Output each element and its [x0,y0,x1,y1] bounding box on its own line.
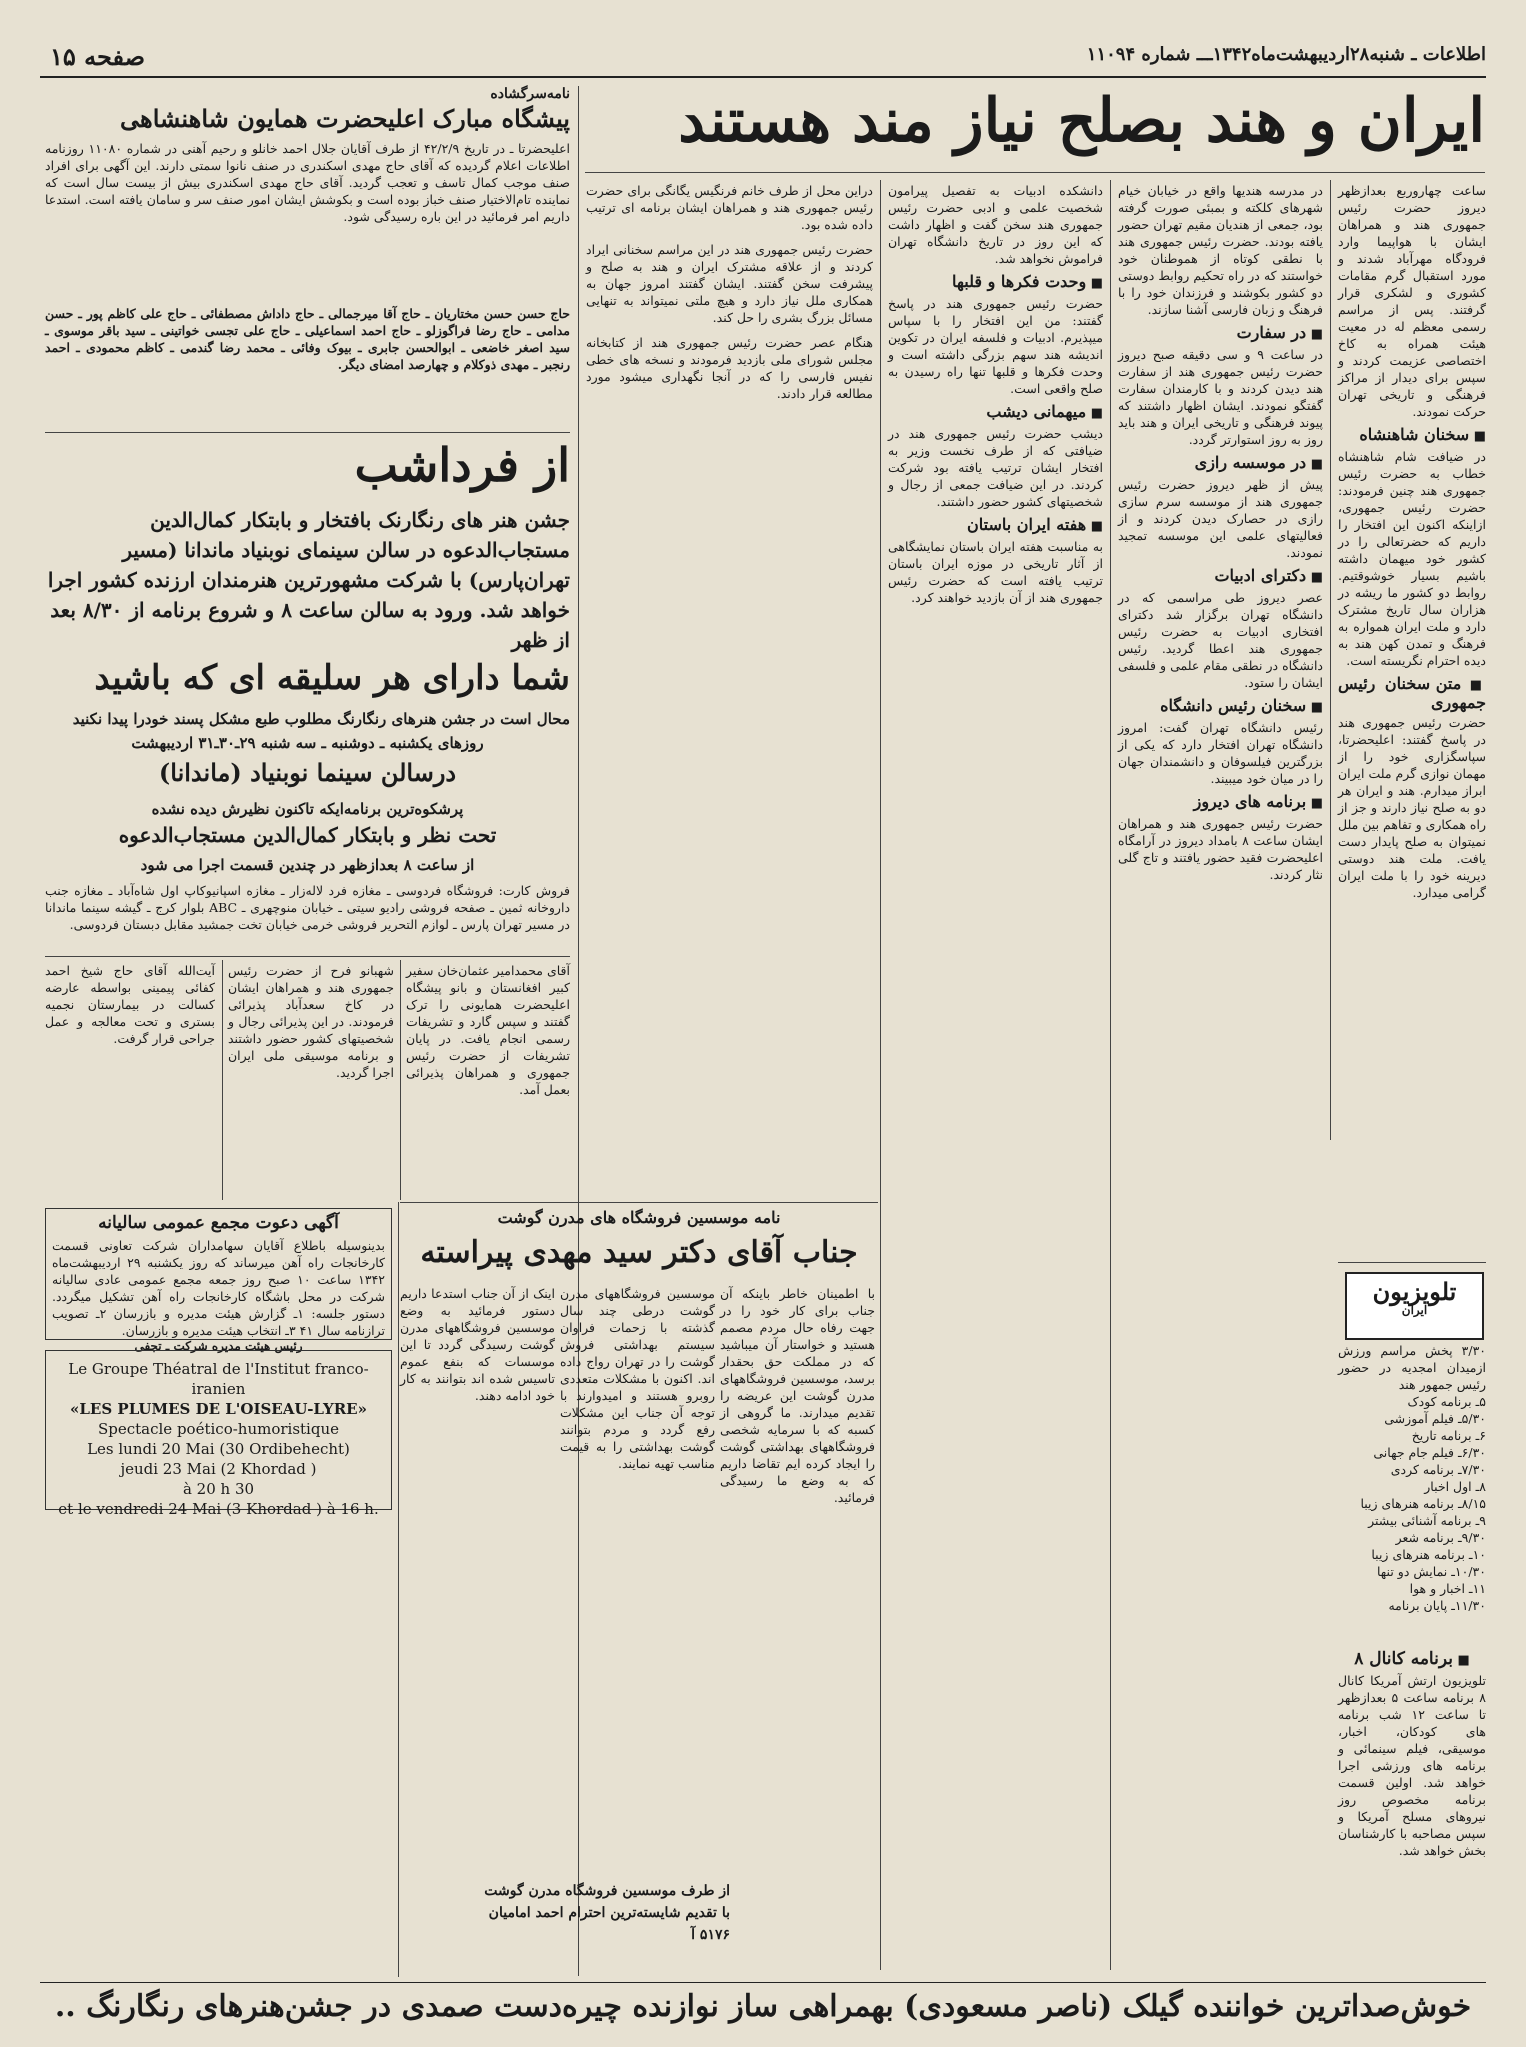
letter-headline: جناب آقای دکتر سید مهدی پیراسته [420,1235,858,1270]
story-paragraph: در مدرسه هندیها واقع در خیابان خیام شهرهای کلکته و بمبئی صورت گرفته بود، جمعی از هندیان مقیم تهران حضور یافته بودند. حضرت رئیس جمهوری هند با نطقی کوتاه از هموطنان خود خواستند که در راه تحکیم روابط دوستی دو کشور بکوشند و فرزندان خود را با فرهنگ و زبان فارسی آشنا سازند. [1118,183,1323,317]
petition-kicker: نامه‌سرگشاده [490,86,570,102]
main-story-column-3 [888,182,1103,1972]
news-brief-c: آیت‌الله آقای حاج شیخ احمد کفائی پیمینی بواسطه عارضه کسالت در بیمارستان نجمیه بستری و تحت معالجه و عمل جراحی قرار گرفت. [45,963,215,1046]
festival-dates: روزهای یکشنبه ـ دوشنبه ـ سه شنبه ۲۹ـ۳۰ـ۳۱ اردیبهشت [131,734,484,752]
column-rule [1330,180,1331,1140]
letter-column-a: با اطمینان خاطر باینکه آن جناب برای کار خود را در جهت رفاه حال مردم مصمم هستید و خواستار آن میباشید که در مملکت حق بحقدار برسد، موسسین فروشگاههای مدرن گوشت این عریضه را تقدیم میدارند. ما گروهی از کسبه که با سرمایه شخصی فروشگاههای بهداشتی گوشت را ایجاد کرده ایم تقاضا داریم که به وضع ما رسیدگی فرمائید. [720,1286,875,1505]
tv-schedule-item: ۷/۳۰ـ برنامه کردی [1390,1462,1486,1477]
festival-title: از فرداشب [354,438,570,492]
festival-main-text: جشن هنر های رنگارنک بافتخار و بابتکار کمال‌الدین مستجاب‌الدعوه در سالن سینمای نوبنیاد ماندانا (مسیر تهران‌پارس) با شرکت مشهورترین هنرمندان ارزنده کشور اجرا خواهد شد. ورود به سالن ساعت ۸ و شروع برنامه از ۸/۳۰ بعد از ظهر [47,508,570,652]
tv-schedule [1338,1342,1486,1642]
story-paragraph: عصر دیروز طی مراسمی که در دانشگاه تهران برگزار شد دکترای افتخاری ادبیات به حضرت رئیس جمهوری هند اعطا گردید. رئیس دانشگاه در نطقی مقام علمی و فلسفی ایشان را ستود. [1118,590,1323,690]
tv-box-rule [1338,1262,1486,1263]
story-paragraph: حضرت رئیس جمهوری هند و همراهان ایشان ساعت ۸ بامداد دیروز در آرامگاه اعلیحضرت فقید حضور یافتند و تاج گلی نثار کردند. [1118,816,1323,882]
story-paragraph: رئیس دانشگاه تهران گفت: امروز دانشگاه تهران افتخار دارد که یکی از بزرگترین فیلسوفان و دانشمندان جهان را در میان خود میبیند. [1118,720,1323,786]
tv-schedule-item: ۱۰ـ برنامه هنرهای زیبا [1371,1547,1486,1562]
subheading: ■ هفته ایران باستان [888,516,1103,535]
assembly-title: آگهی دعوت مجمع عمومی سالیانه [98,1213,339,1233]
main-headline: ایران و هند بصلح نیاز مند هستند [678,86,1485,156]
assembly-text: بدینوسیله باطلاع آقایان سهامداران شرکت تعاونی قسمت کارخانجات راه آهن میرساند که روز یکشنبه ۲۹ اردیبهشت‌ماه ۱۳۴۲ ساعت ۱۰ صبح روز جمعه مجمع عمومی عادی سالیانه شرکت در محل باشگاه کارخانجات راه آهن تشکیل میگردد. دستور جلسه: ۱ـ گزارش هیئت مدیره و بازرسان ۲ـ تصویب ترازنامه سال ۴۱ ۳ـ انتخاب هیئت مدیره و بازرسان. [52,1238,386,1338]
channel-8-box [1338,1645,1486,1965]
story-paragraph: پیش از ظهر دیروز حضرت رئیس جمهوری هند از موسسه سرم سازی رازی در حصارک دیدن کردند و از فعالیتهای علمی این موسسه تمجید نمودند. [1118,477,1323,560]
festival-tickets: فروش کارت: فروشگاه فردوسی ـ مغازه فرد لاله‌زار ـ مغازه اسپانیوکاپ اول شاه‌آباد ـ مغازه جنب داروخانه ثمین ـ صفحه فروشی رادیو سیتی ـ خیابان منوچهری ـ ABC بلوار کرج ـ گیشه سینما ماندانا در مسیر تهران پارس ـ لوازم التحریر فروشی خرمی خیابان تخت جمشید مقابل دبستان فردوسی. [45,883,571,932]
theatre-genre: Spectacle poético-humoristique [97,1420,339,1438]
tv-schedule-list [1338,1342,1486,1614]
headline-rule [585,172,1485,173]
story-paragraph: در ساعت ۹ و سی دقیقه صبح دیروز حضرت رئیس جمهوری هند از سفارت هند دیدن کردند و با کارمندان سفارت گفتگو نمودند. ایشان اظهار داشتند که پیوند فرهنگی و تاریخی ایران و هند باید روز به روز استوارتر گردد. [1118,347,1323,447]
theatre-date-3: et le vendredi 24 Mai (3 Khordad ) à 16 h. [58,1500,379,1518]
letter-ref: ۵۱۷۶ آ [691,1927,730,1943]
theatre-date-2: jeudi 23 Mai (2 Khordad ) [120,1460,317,1478]
tv-logo-text: تلویزیون [1372,1277,1457,1306]
tv-logo-subtext: ایران [1401,1303,1428,1317]
channel-8-text: تلویزیون ارتش آمریکا کانال ۸ برنامه ساعت ۵ بعدازظهر تا ساعت ۱۲ شب برنامه های کودکان، اخبار، موسیقی، فیلم سینمائی و برنامه های ورزشی اجرا خواهد شد. اولین قسمت برنامه مخصوص روز نیروهای مسلح آمریکا و سپس مصاحبه با کارشناسان بخش خواهد شد. [1338,1673,1486,1858]
story-paragraph: به مناسبت هفته ایران باستان نمایشگاهی از آثار تاریخی در موزه ایران باستان ترتیب یافته است که حضرت رئیس جمهوری هند از آن بازدید خواهند کرد. [888,539,1103,605]
tv-schedule-item: ۸ـ اول اخبار [1424,1479,1486,1494]
letter-column-b: موسسین فروشگاههای مدرن گوشت درطی چند سال گذشته با زحمات فراوان سیستم بهداشتی فروش گوشت را در تهران رواج داده اند. اکنون با مشکلات متعددی روبرو هستند و امیدوارند با توجه آن جناب این مشکلات رفع گردد و مردم بتوانند گوشت بهداشتی را به قیمت مناسب تهیه نمایند. [560,1286,715,1471]
petition-rule [45,432,570,433]
subheading: ■ برنامه های دیروز [1118,793,1323,812]
subheading: ■ سخنان رئیس دانشگاه [1118,697,1323,716]
main-story-column-2 [1118,182,1323,1972]
festival-venue: درسالن سینما نوبنیاد (ماندانا) [158,758,457,787]
festival-line6: پرشکوه‌ترین برنامه‌ایکه تاکنون نظیرش دیده نشده [151,800,464,818]
story-paragraph: دیشب حضرت رئیس جمهوری هند در ضیافتی که از طرف نخست وزیر به افتخار ایشان ترتیب یافته بود شرکت کردند. در این ضیافت جمعی از رجال و شخصیتهای کشور حضور داشتند. [888,426,1103,509]
tv-schedule-item: ۶ـ برنامه تاریخ [1411,1428,1486,1443]
tv-schedule-item: ۱۱/۳۰ـ پایان برنامه [1388,1598,1486,1613]
tv-schedule-item: ۳/۳۰ پخش مراسم ورزش ازمیدان امجدیه در حضور رئیس جمهور هند [1338,1343,1486,1392]
tv-schedule-item: ۹/۳۰ـ برنامه شعر [1395,1530,1486,1545]
festival-rule [45,956,570,957]
column-rule [880,180,881,1970]
story-paragraph: دراین محل از طرف خانم فرنگیس یگانگی برای حضرت رئیس جمهوری هند و همراهان ایشان برنامه ای ترتیب داده شده بود. [586,183,873,232]
theatre-group: Le Groupe Théatral de l'Institut franco-iranien [68,1360,369,1398]
page-number: صفحه ۱۵ [50,42,146,71]
story-paragraph: حضرت رئیس جمهوری هند در این مراسم سخنانی ایراد کردند و از علاقه مشترک ایران و هند به صلح و پیشرفت سخن گفتند. ایشان گفتند امروز جهان به همکاری ملل نیاز دارد و هیچ ملتی نمیتواند به تنهایی مسائل بزرگ بشری را حل کند. [586,242,873,325]
tv-schedule-item: ۹ـ برنامه آشنائی بیشتر [1368,1513,1486,1528]
footer-banner: خوش‌صداترین خواننده گیلک (ناصر مسعودی) بهمراهی ساز نوازنده چیره‌دست صمدی در جشن‌هنرهای رنگارنگ .. [40,1982,1486,2033]
theatre-date-1: Les lundi 20 Mai (30 Ordibehecht) [87,1440,350,1458]
tv-schedule-item: ۸/۱۵ـ برنامه هنرهای زیبا [1360,1496,1486,1511]
story-paragraph: حضرت رئیس جمهوری هند در پاسخ گفتند: اعلیحضرتا، سپاسگزاری خود را از مهمان نوازی گرم ملت ایران ابراز میدارم. هند و ایران هر دو به صلح نیاز دارند و جز از راه همکاری و تفاهم بین ملل نمیتوان به صلح پایدار دست یافت. ملت هند دوستی دیرینه خود را با ملت ایران گرامی میدارد. [1338,715,1486,900]
main-story-column-1 [1338,182,1486,1262]
subheading: ■ دکترای ادبیات [1118,567,1323,586]
tv-schedule-item: ۶/۳۰ـ فیلم جام جهانی [1373,1445,1486,1460]
subheading: ■ میهمانی دیشب [888,403,1103,422]
story-paragraph: در ضیافت شام شاهنشاه خطاب به حضرت رئیس جمهوری هند چنین فرمودند: حضرت رئیس جمهوری، ازاینکه اکنون این افتخار را داریم که حضرتعالی را در کشور خود میهمان داشته باشیم بسیار خوشوقتیم. روابط دو کشور ما ریشه در هزاران سال تاریخ مشترک دارد و ملت ایران همواره به فرهنگ و تمدن کهن هند به دیده احترام نگریسته است. [1338,449,1486,668]
subheading: ■ وحدت فکرها و قلبها [888,273,1103,292]
theatre-play-title: «LES PLUMES DE L'OISEAU-LYRE» [70,1400,367,1418]
tv-logo [1345,1272,1484,1340]
news-brief-a: آقای محمدامیر عثمان‌خان سفیر کبیر افغانستان و بانو پیشگاه اعلیحضرت همایونی را ترک گفتند و سپس گارد و تشریفات رسمی انجام یافت. در پایان تشریفات از حضرت رئیس جمهوری و همراهان پذیرائی بعمل آمد. [406,963,570,1097]
column-rule [222,960,223,1200]
tv-schedule-item: ۱۰/۳۰ـ نمایش دو تنها [1376,1564,1486,1579]
petition-signers: حاج حسن حسن مختاریان ـ حاج آقا میرجمالی ـ حاج داداش مصطفائی ـ حاج علی کاظم پور ـ حسن مدامی ـ حاج رضا فراگوزلو ـ حاج احمد اسماعیلی ـ حاج علی تجسی خواتینی ـ سید باقر موسوی ـ سید اصغر خاضعی ـ ابوالحسن جابری ـ بیوک وفائی ـ محمد رضا گندمی ـ کاظم محمودی ـ احمد رنجبر ـ مهدی ذوکلام و چهارصد امضای دیگر. [45,306,570,372]
story-paragraph: دانشکده ادبیات به تفصیل پیرامون شخصیت علمی و ادبی حضرت رئیس جمهوری هند سخن گفت و اظهار داشت که این روز در تاریخ دانشگاه تهران فراموش نخواهد شد. [888,183,1103,266]
tv-schedule-item: ۵/۳۰ـ فیلم آموزشی [1384,1411,1486,1426]
festival-slogan: شما دارای هر سلیقه ای که باشید [94,658,570,698]
subheading: ■ سخنان شاهنشاه [1338,426,1486,445]
petition-text: اعلیحضرتا ـ در تاریخ ۴۲/۲/۹ از طرف آقایان جلال احمد خانلو و رحیم آهنی در شماره ۱۱۰۸۰ روزنامه اطلاعات اعلام گردیده که آقای حاج مهدی اسکندری در صنف نانوا سمتی دارند. این آگهی برای افراد صنف موجب کمال تاسف و تعجب گردید. آقای حاج مهدی اسکندری بیش از بیست سال است که نماینده تام‌الاختیار صنف خباز بوده است و بکوشش ایشان امور صنف سر و سامان یافته است. استدعا داریم امر فرمائید در این باره رسیدگی شود. [45,141,570,224]
story-paragraph: ساعت چهاروربع بعدازظهر دیروز حضرت رئیس جمهوری هند و همراهان ایشان با هواپیما وارد فرودگاه مهرآباد شدند و مورد استقبال گرم مقامات کشوری و لشکری قرار گرفتند. پس از مراسم رسمی معظم له در معیت هیئت همراه به کاخ اختصاصی عزیمت کردند و سپس برای دیدار از مراکز فرهنگی و تاریخی تهران حرکت نمودند. [1338,183,1486,419]
subheading: ■ متن سخنان رئیس جمهوری [1338,675,1486,711]
subheading: ■ در موسسه رازی [1118,454,1323,473]
subheading: ■ در سفارت [1118,324,1323,343]
theatre-time: à 20 h 30 [182,1480,255,1498]
french-theatre-ad [45,1350,392,1518]
main-story-column-4 [586,182,873,1052]
column-rule [400,960,401,1200]
letter-rule [400,1202,878,1203]
assembly-sign: رئیس هیئت مدیره شرکت ـ تجفی [134,1339,303,1353]
letter-sign-prefix: از طرف موسسین فروشگاه مدرن گوشت [484,1883,730,1899]
assembly-ad [45,1208,392,1353]
festival-line7: تحت نظر و بابتکار کمال‌الدین مستجاب‌الدعوه [118,823,497,847]
story-paragraph: هنگام عصر حضرت رئیس جمهوری هند از کتابخانه مجلس شورای ملی بازدید فرمودند و نسخه های خطی نفیس فارسی را که در آنجا نگهداری میشود مورد مطالعه قرار دادند. [586,335,873,401]
letter-column-c: اینک از آن جناب استدعا داریم دستور فرمائید به وضع موسسین فروشگاههای مدرن گوشت رسیدگی گردد تا این موسسات که بنفع عموم تاسیس شده اند بتوانند به کار خود ادامه دهند. [400,1286,555,1403]
letter-kicker: نامه موسسین فروشگاه های مدرن گوشت [497,1208,781,1227]
tv-schedule-item: ۵ـ برنامه کودک [1407,1394,1486,1409]
masthead [40,36,1486,78]
column-rule [1110,180,1111,1970]
channel-8-title: ■ برنامه کانال ۸ [1338,1651,1486,1669]
festival-line8: از ساعت ۸ بعدازظهر در چندین قسمت اجرا می شود [140,856,475,874]
issue-line: اطلاعات ـ شنبه۲۸اردیبهشت‌ماه۱۳۴۲ـــ شماره ۱۱۰۹۴ [1086,44,1486,65]
petition-headline: پیشگاه مبارک اعلیحضرت همایون شاهنشاهی [120,104,570,133]
festival-line3: محال است در جشن هنرهای رنگارنگ مطلوب طبع مشکل پسند خودرا پیدا نکنید [72,710,570,728]
tv-schedule-item: ۱۱ـ اخبار و هوا [1409,1581,1486,1596]
news-brief-b: شهبانو فرح از حضرت رئیس جمهوری هند و همراهان ایشان در کاخ سعدآباد پذیرائی فرمودند. در این پذیرائی رجال و شخصیتهای کشور حضور داشتند و برنامه موسیقی ملی ایران اجرا گردید. [228,963,394,1080]
letter-sign: با تقدیم شایسته‌ترین احترام احمد امامیان [488,1905,730,1921]
letter-signature [400,1880,730,1970]
column-rule [398,1202,399,1977]
story-paragraph: حضرت رئیس جمهوری هند در پاسخ گفتند: من این افتخار را با سپاس میپذیرم. ادبیات و فلسفه ایران در تکوین اندیشه هند سهم بزرگی داشته است و وحدت فکرها و قلبها تنها راه رسیدن به صلح واقعی است. [888,296,1103,396]
